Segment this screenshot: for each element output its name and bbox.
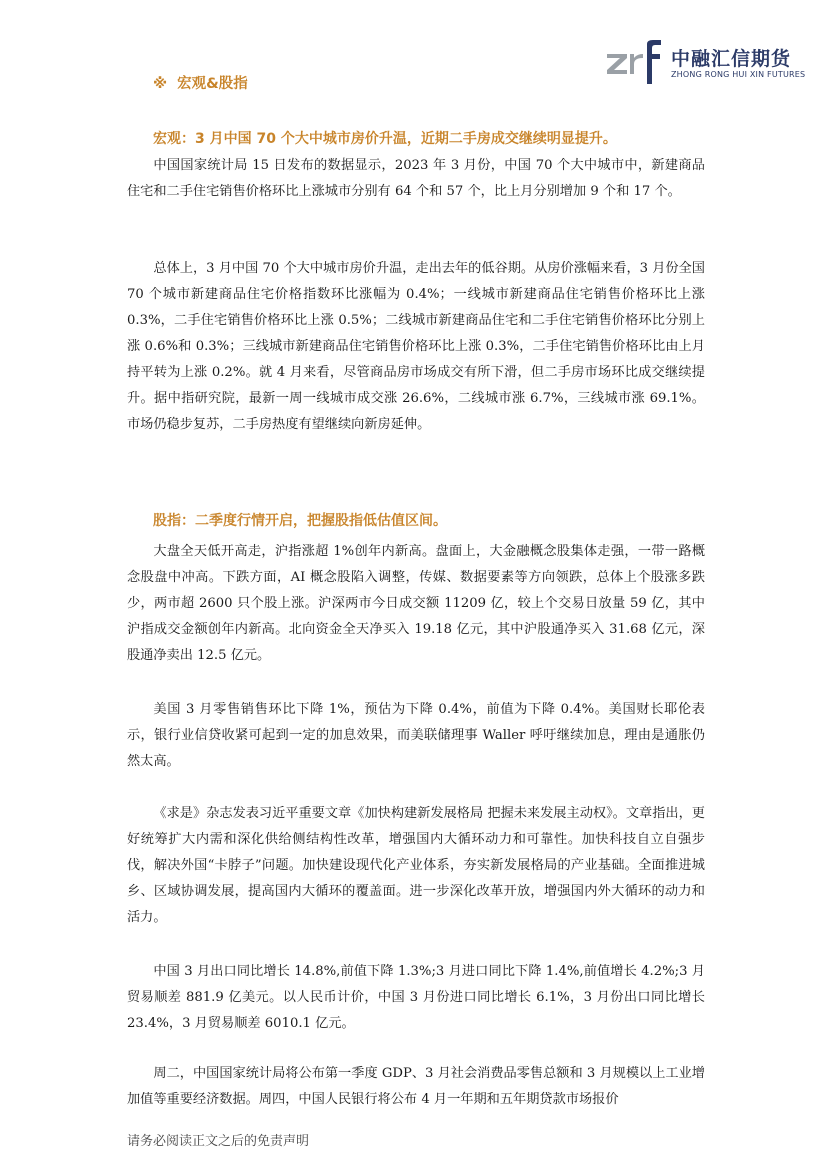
reference-mark-icon: ※ (153, 76, 168, 92)
index-paragraph-5: 周二，中国国家统计局将公布第一季度 GDP、3 月社会消费品零售总额和 3 月规模以上工业增加值等重要经济数据。周四，中国人民银行将公布 4 月一年期和五年期贷款市场报价 (127, 1066, 705, 1107)
logo-chinese-name: 中融汇信期货 (671, 48, 792, 70)
footer-disclaimer: 请务必阅读正文之后的免责声明 (127, 1134, 310, 1149)
index-heading: 股指：二季度行情开启，把握股指低估值区间。 (153, 513, 447, 529)
section-title: 宏观&股指 (177, 76, 248, 92)
logo-english-name: ZHONG RONG HUI XIN FUTURES (671, 70, 806, 79)
index-paragraph-4: 中国 3 月出口同比增长 14.8%,前值下降 1.3%;3 月进口同比下降 1.4%,前值增长 4.2%;3 月贸易顺差 881.9 亿美元。以人民币计价，中国 3 月份进口同比增长 6.1%，3 月份出口同比增长 23.4%，3 月贸易顺差 6010.1 亿元。 (127, 964, 705, 1031)
index-paragraph-1: 大盘全天低开高走，沪指涨超 1%创年内新高。盘面上，大金融概念股集体走强，一带一路概念股盘中冲高。下跌方面，AI 概念股陷入调整，传媒、数据要素等方向领跌，总体上个股涨多跌少，两市超 2600 只个股上涨。沪深两市今日成交额 11209 亿，较上个交易日放量 59 亿，其中沪指成交金额创年内新高。北向资金全天净买入 19.18 亿元，其中沪股通净买入 31.68 亿元，深股通净卖出 12.5 亿元。 (127, 544, 705, 663)
index-paragraph-2: 美国 3 月零售销售环比下降 1%，预估为下降 0.4%，前值为下降 0.4%。美国财长耶伦表示，银行业信贷收紧可起到一定的加息效果，而美联储理事 Waller 呼吁继续加息，理由是通胀仍然太高。 (127, 702, 705, 769)
company-logo (605, 40, 806, 86)
index-paragraph-3: 《求是》杂志发表习近平重要文章《加快构建新发展格局 把握未来发展主动权》。文章指出，更好统筹扩大内需和深化供给侧结构性改革，增强国内大循环动力和可靠性。加快科技自立自强步伐，解决外国“卡脖子”问题。加快建设现代化产业体系，夯实新发展格局的产业基础。全面推进城乡、区域协调发展，提高国内大循环的覆盖面。进一步深化改革开放，增强国内外大循环的动力和活力。 (127, 806, 705, 925)
zrf-logo-icon (605, 40, 667, 86)
section-heading (153, 72, 248, 93)
macro-heading: 宏观：3 月中国 70 个大中城市房价升温，近期二手房成交继续明显提升。 (153, 131, 617, 147)
macro-paragraph-2: 总体上，3 月中国 70 个大中城市房价升温，走出去年的低谷期。从房价涨幅来看，3 月份全国 70 个城市新建商品住宅价格指数环比涨幅为 0.4%；一线城市新建商品住宅销售价格环比上涨 0.3%，二手住宅销售价格环比上涨 0.5%；二线城市新建商品住宅和二手住宅销售价格环比分别上涨 0.6%和 0.3%；三线城市新建商品住宅销售价格环比上涨 0.3%，二手住宅销售价格环比由上月持平转为上涨 0.2%。就 4 月来看，尽管商品房市场成交有所下滑，但二手房市场环比成交继续提升。据中指研究院，最新一周一线城市成交涨 26.6%，二线城市涨 6.7%，三线城市涨 69.1%。市场仍稳步复苏，二手房热度有望继续向新房延伸。 (127, 261, 705, 432)
macro-paragraph-1: 中国国家统计局 15 日发布的数据显示，2023 年 3 月份，中国 70 个大中城市中，新建商品住宅和二手住宅销售价格环比上涨城市分别有 64 个和 57 个，比上月分别增加 9 个和 17 个。 (127, 158, 705, 199)
